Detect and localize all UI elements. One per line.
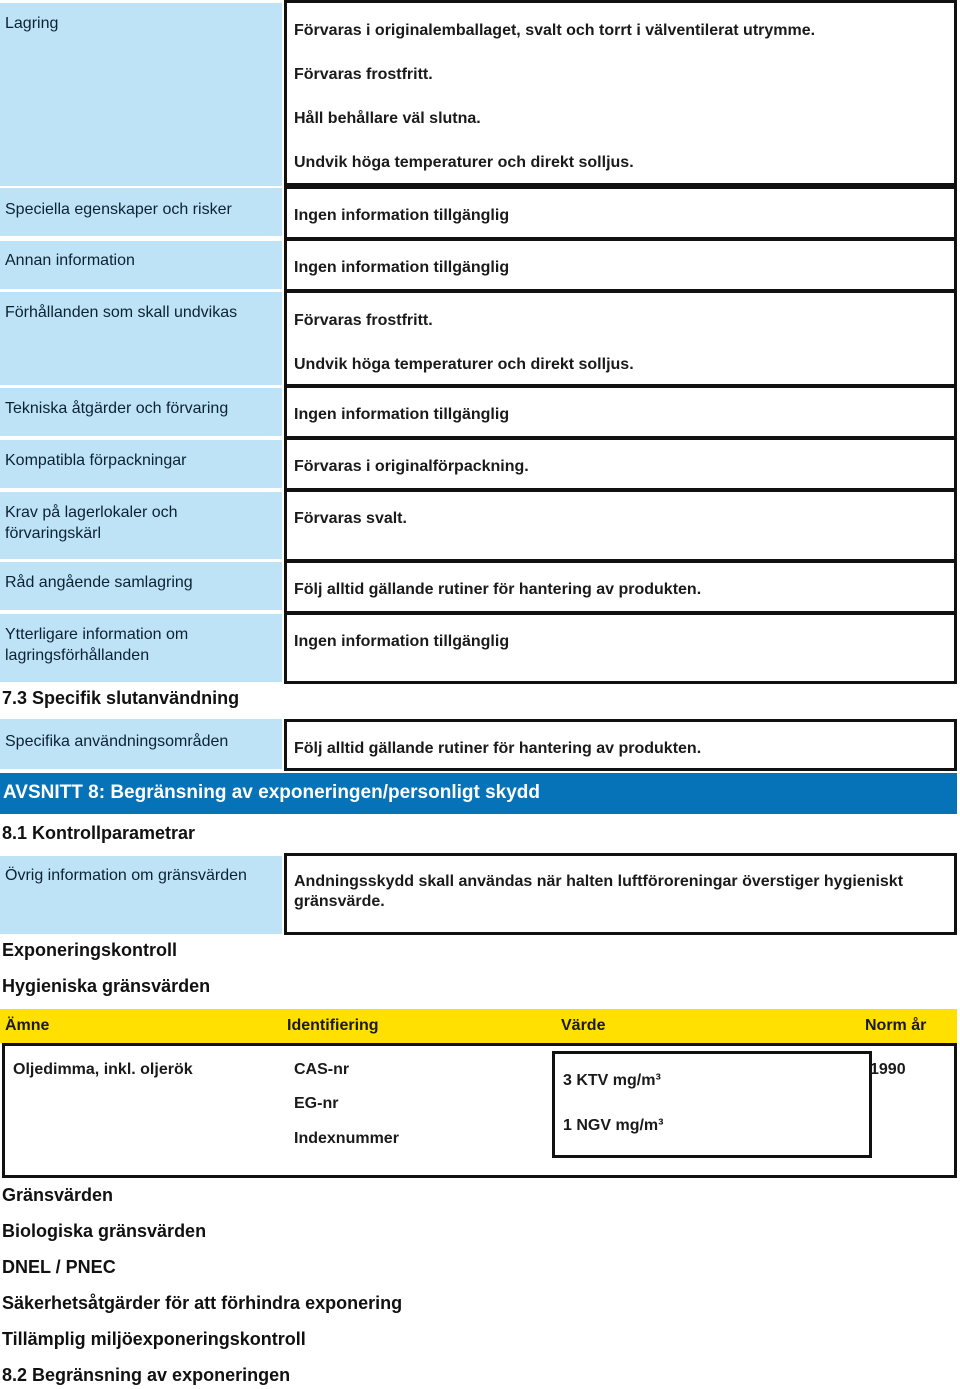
limit-info-label: Övrig information om gränsvärden xyxy=(0,856,282,934)
row-identifier: Indexnummer xyxy=(294,1130,399,1147)
further-storage-info-value: Ingen information tillgänglig xyxy=(284,612,957,684)
row-identifier: EG-nr xyxy=(294,1095,339,1112)
avoid-conditions-value xyxy=(284,290,957,387)
biological-limits-heading: Biologiska gränsvärden xyxy=(2,1221,207,1241)
table-row xyxy=(2,1043,957,1178)
co-storage-value: Följ alltid gällande rutiner för hantering av produkten. xyxy=(284,560,957,614)
header-identification: Identifiering xyxy=(287,1017,379,1034)
storage-requirements-value: Förvaras svalt. xyxy=(284,489,957,562)
row-value-box xyxy=(552,1051,872,1158)
specific-uses-value: Följ alltid gällande rutiner för hantering av produkten. xyxy=(284,719,957,771)
section-8-title: AVSNITT 8: Begränsning av exponeringen/personligt skydd xyxy=(0,773,957,814)
limit-info-value: Andningsskydd skall användas när halten luftföroreningar överstiger hygieniskt gränsvärde. xyxy=(284,853,957,935)
row-substance: Oljedimma, inkl. oljerök xyxy=(13,1061,193,1078)
compatible-packaging-label: Kompatibla förpackningar xyxy=(0,440,282,488)
section-7-3-heading: 7.3 Specifik slutanvändning xyxy=(2,688,240,708)
technical-measures-label: Tekniska åtgärder och förvaring xyxy=(0,388,282,436)
dnel-pnec-heading: DNEL / PNEC xyxy=(2,1257,116,1277)
compatible-packaging-value: Förvaras i originalförpackning. xyxy=(284,437,957,491)
avoid-conditions-label: Förhållanden som skall undvikas xyxy=(0,292,282,385)
section-8-2-heading: 8.2 Begränsning av exponeringen xyxy=(2,1365,291,1385)
safety-measures-heading: Säkerhetsåtgärder för att förhindra exponering xyxy=(2,1293,403,1313)
technical-measures-value: Ingen information tillgänglig xyxy=(284,385,957,439)
section-8-1-heading: 8.1 Kontrollparametrar xyxy=(2,823,196,843)
limits-table-header xyxy=(0,1009,957,1043)
hygienic-limits-heading: Hygieniska gränsvärden xyxy=(2,976,211,996)
specific-uses-label: Specifika användningsområden xyxy=(0,719,282,769)
storage-line: Förvaras i originalemballaget, svalt och torrt i välventilerat utrymme. xyxy=(294,22,816,39)
avoid-conditions-line: Förvaras frostfritt. xyxy=(294,312,433,329)
row-norm-year: 1990 xyxy=(870,1061,906,1078)
other-info-value: Ingen information tillgänglig xyxy=(284,238,957,292)
special-properties-label: Speciella egenskaper och risker xyxy=(0,188,282,236)
limit-values-heading: Gränsvärden xyxy=(2,1185,114,1205)
row-value: 1 NGV mg/m³ xyxy=(563,1117,664,1134)
storage-requirements-label: Krav på lagerlokaler och förvaringskärl xyxy=(0,492,282,559)
header-value: Värde xyxy=(561,1017,606,1034)
row-value: 3 KTV mg/m³ xyxy=(563,1072,661,1089)
avoid-conditions-line: Undvik höga temperaturer och direkt solljus. xyxy=(294,356,634,373)
other-info-label: Annan information xyxy=(0,241,282,289)
exposure-control-heading: Exponeringskontroll xyxy=(2,940,178,960)
storage-line: Förvaras frostfritt. xyxy=(294,66,433,83)
storage-value xyxy=(284,0,957,186)
storage-line: Håll behållare väl slutna. xyxy=(294,110,481,127)
row-identifier: CAS-nr xyxy=(294,1061,350,1078)
further-storage-info-label: Ytterligare information om lagringsförhållanden xyxy=(0,614,282,682)
storage-line: Undvik höga temperaturer och direkt solljus. xyxy=(294,154,634,171)
storage-label: Lagring xyxy=(0,3,282,186)
header-norm-year: Norm år xyxy=(865,1017,927,1034)
co-storage-label: Råd angående samlagring xyxy=(0,562,282,610)
env-exposure-control-heading: Tillämplig miljöexponeringskontroll xyxy=(2,1329,306,1349)
header-substance: Ämne xyxy=(5,1017,50,1034)
special-properties-value: Ingen information tillgänglig xyxy=(284,186,957,240)
